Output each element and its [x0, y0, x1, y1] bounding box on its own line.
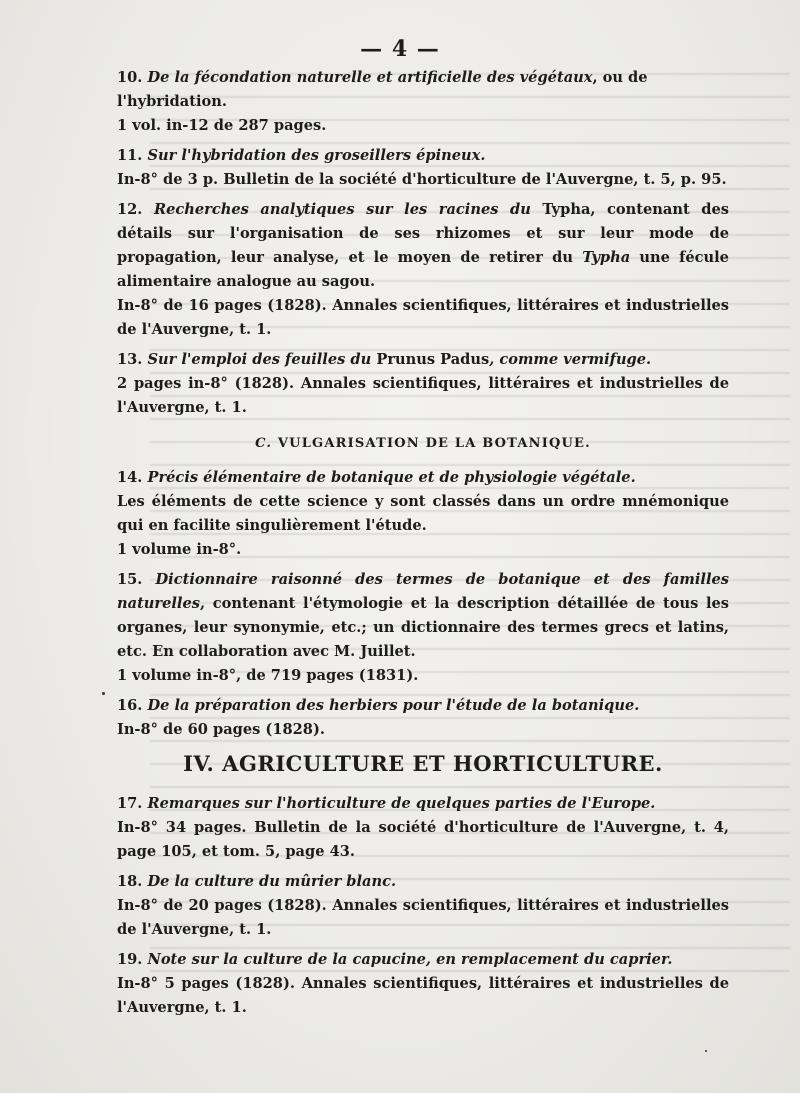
- entry-number: 18.: [117, 873, 143, 890]
- entry-description: In-8° de 20 pages (1828). Annales scientifiques, littéraires et industrielles de l'Auvergne, t. 1.: [117, 897, 729, 938]
- entry-title: De la préparation des herbiers pour l'étude de la botanique.: [147, 697, 640, 714]
- entry-number: 17.: [117, 795, 143, 812]
- entry-11: [117, 144, 729, 192]
- entry-description: In-8° de 60 pages (1828).: [117, 721, 325, 738]
- entry-title: Précis élémentaire de botanique et de physiologie végétale.: [147, 469, 636, 486]
- entry-number: 19.: [117, 951, 143, 968]
- entry-14: [117, 466, 729, 562]
- entry-19: [117, 948, 729, 1020]
- entry-title: Note sur la culture de la capucine, en remplacement du caprier.: [147, 951, 673, 968]
- entry-15: [117, 568, 729, 688]
- entry-number: 14.: [117, 469, 143, 486]
- entry-description: In-8° 34 pages. Bulletin de la société d'horticulture de l'Auvergne, t. 4, page 105, et tom. 5, page 43.: [117, 819, 729, 860]
- entry-title-species: Prunus Padus: [376, 351, 490, 368]
- entry-title-end: , comme vermifuge.: [489, 351, 652, 368]
- entry-volume: 1 volume in-8°.: [117, 541, 242, 558]
- subsection-letter: C.: [255, 436, 273, 451]
- entry-13: [117, 348, 729, 420]
- entry-10: [117, 66, 729, 138]
- page-number: — 4 —: [360, 36, 440, 62]
- entry-16: [117, 694, 729, 742]
- entry-title: Dictionnaire raisonné des termes de botanique et des familles naturelles: [117, 571, 729, 612]
- print-speck: [705, 1050, 707, 1052]
- page-content: [117, 66, 729, 1026]
- entry-title-rest: , contenant des détails sur l'organisation de ses rhizomes et sur leur mode de propagation, leur analyse, et le moyen de retirer du: [117, 201, 729, 266]
- entry-title-genus-italic: Typha: [582, 249, 631, 266]
- entry-title: Recherches analytiques sur les racines du: [153, 201, 531, 218]
- entry-description: In-8° 5 pages (1828). Annales scientifiques, littéraires et industrielles de l'Auvergne, t. 1.: [117, 975, 729, 1016]
- entry-17: [117, 792, 729, 864]
- entry-number: 10.: [117, 69, 143, 86]
- entry-description: In-8° de 16 pages (1828). Annales scientifiques, littéraires et industrielles de l'Auvergne, t. 1.: [117, 297, 729, 338]
- entry-title: Remarques sur l'horticulture de quelques parties de l'Europe.: [147, 795, 656, 812]
- entry-description: 1 vol. in-12 de 287 pages.: [117, 117, 327, 134]
- entry-title-suffix: , contenant l'étymologie et la description détaillée de tous les organes, leur synonymie, etc.; un dictionnaire des termes grecs et latins, etc. En collaboration avec M. Juillet.: [117, 595, 729, 660]
- entry-title: De la fécondation naturelle et artificielle des végétaux: [147, 69, 593, 86]
- subsection-title: VULGARISATION DE LA BOTANIQUE.: [277, 436, 591, 451]
- section-heading: IV. AGRICULTURE ET HORTICULTURE.: [183, 751, 663, 776]
- entry-number: 13.: [117, 351, 143, 368]
- entry-18: [117, 870, 729, 942]
- subsection-heading: [117, 432, 729, 456]
- entry-description: 1 volume in-8°, de 719 pages (1831).: [117, 667, 419, 684]
- entry-description: Les éléments de cette science y sont classés dans un ordre mnémonique qui en facilite singulièrement l'étude.: [117, 493, 729, 534]
- entry-number: 16.: [117, 697, 143, 714]
- entry-title: Sur l'emploi des feuilles du: [147, 351, 372, 368]
- entry-title: Sur l'hybridation des groseillers épineux.: [147, 147, 486, 164]
- entry-description: 2 pages in-8° (1828). Annales scientifiques, littéraires et industrielles de l'Auvergne, t. 1.: [117, 375, 729, 416]
- entry-description: In-8° de 3 p. Bulletin de la société d'horticulture de l'Auvergne, t. 5, p. 95.: [117, 171, 727, 188]
- entry-number: 15.: [117, 571, 143, 588]
- entry-title-end: une fécule alimentaire analogue au sagou.: [117, 249, 729, 290]
- entry-title-genus: Typha: [542, 201, 591, 218]
- entry-number: 11.: [117, 147, 143, 164]
- entry-title: De la culture du mûrier blanc.: [147, 873, 397, 890]
- entry-number: 12.: [117, 201, 143, 218]
- print-speck: [102, 692, 105, 695]
- entry-12: [117, 198, 729, 342]
- entry-title-suffix: , ou de l'hybridation.: [117, 69, 648, 110]
